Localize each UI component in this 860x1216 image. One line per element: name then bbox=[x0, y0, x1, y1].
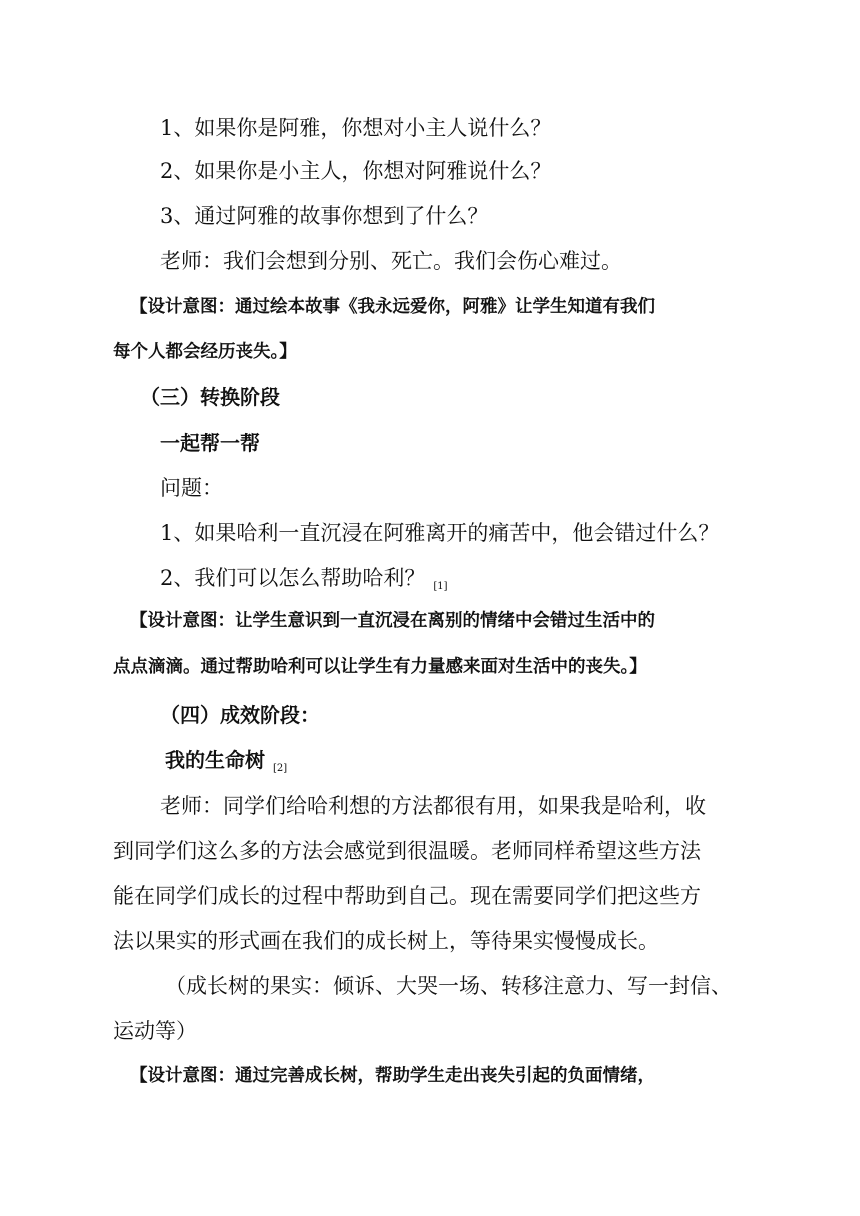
questions-label: 问题： bbox=[160, 476, 223, 500]
design-intent-line: 【设计意图：通过完善成长树，帮助学生走出丧失引起的负面情绪， bbox=[130, 1066, 655, 1086]
section-heading: （四）成效阶段： bbox=[160, 703, 320, 727]
question-3: 3、通过阿雅的故事你想到了什么？ bbox=[160, 204, 489, 228]
question-1: 1、如果你是阿雅，你想对小主人说什么？ bbox=[160, 116, 552, 140]
footnote-marker[interactable]: [2] bbox=[273, 763, 288, 774]
design-intent-line: 点点滴滴。通过帮助哈利可以让学生有力量感来面对生活中的丧失。】 bbox=[113, 657, 647, 677]
fruits-line: （成长树的果实：倾诉、大哭一场、转移注意力、写一封信、 bbox=[165, 974, 732, 998]
section-subheading bbox=[165, 750, 287, 774]
section-heading: （三）转换阶段 bbox=[140, 385, 280, 409]
question-2: 2、如果你是小主人，你想对阿雅说什么？ bbox=[160, 159, 552, 183]
section-subheading: 一起帮一帮 bbox=[160, 431, 260, 455]
paragraph-line: 法以果实的形式画在我们的成长树上，等待果实慢慢成长。 bbox=[113, 929, 659, 953]
fruits-line: 运动等） bbox=[113, 1019, 197, 1043]
question-1: 1、如果哈利一直沉浸在阿雅离开的痛苦中，他会错过什么？ bbox=[160, 521, 720, 545]
paragraph-line: 到同学们这么多的方法会感觉到很温暖。老师同样希望这些方法 bbox=[113, 839, 701, 863]
subheading-text: 我的生命树 bbox=[165, 748, 265, 772]
design-intent-line: 【设计意图：通过绘本故事《我永远爱你，阿雅》让学生知道有我们 bbox=[130, 297, 655, 317]
footnote-marker[interactable]: [1] bbox=[433, 581, 448, 592]
question-2-text: 2、我们可以怎么帮助哈利？ bbox=[160, 566, 426, 590]
paragraph-line: 老师：同学们给哈利想的方法都很有用，如果我是哈利，收 bbox=[160, 794, 706, 818]
paragraph-line: 能在同学们成长的过程中帮助到自己。现在需要同学们把这些方 bbox=[113, 884, 701, 908]
design-intent-line: 【设计意图：让学生意识到一直沉浸在离别的情绪中会错过生活中的 bbox=[130, 611, 655, 631]
design-intent-line: 每个人都会经历丧失。】 bbox=[113, 342, 297, 362]
question-2 bbox=[160, 568, 448, 592]
teacher-line: 老师：我们会想到分别、死亡。我们会伤心难过。 bbox=[160, 249, 622, 273]
